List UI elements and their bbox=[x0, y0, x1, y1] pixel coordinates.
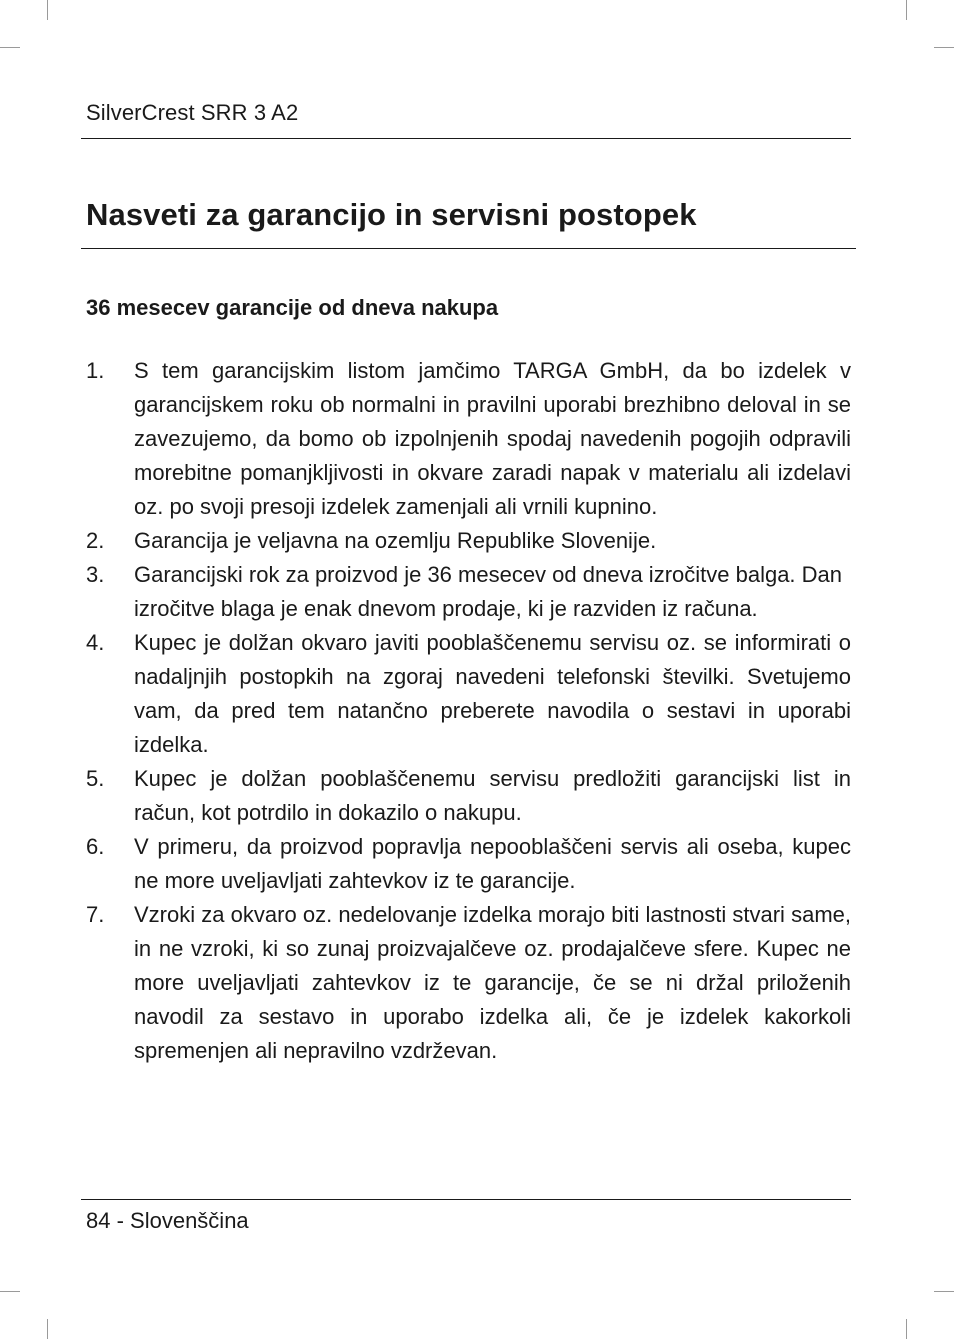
list-item-number: 6. bbox=[86, 834, 105, 859]
title-divider bbox=[81, 248, 856, 249]
list-item-number: 5. bbox=[86, 766, 105, 791]
section-heading: 36 mesecev garancije od dneva nakupa bbox=[86, 295, 499, 320]
list-item bbox=[86, 830, 851, 898]
warranty-terms-list bbox=[86, 354, 851, 1068]
running-header: SilverCrest SRR 3 A2 bbox=[86, 100, 299, 125]
crop-mark bbox=[0, 47, 20, 48]
list-item bbox=[86, 354, 851, 524]
list-item bbox=[86, 762, 851, 830]
list-item-number: 3. bbox=[86, 562, 105, 587]
list-item-number: 2. bbox=[86, 528, 105, 553]
list-item-text: V primeru, da proizvod popravlja nepooblaščeni servis ali oseba, kupec ne more uveljavljati zahtevkov iz te garancije. bbox=[134, 834, 851, 893]
list-item-text: Kupec je dolžan pooblaščenemu servisu predložiti garancijski list in račun, kot potrdilo in dokazilo o nakupu. bbox=[134, 766, 851, 825]
page-number: 84 bbox=[86, 1208, 111, 1233]
list-item-text: Vzroki za okvaro oz. nedelovanje izdelka morajo biti lastnosti stvari same, in ne vzroki, ki so zunaj proizvajalčeve oz. prodajalčeve sfere. Kupec ne more uveljavljati zahtevkov iz te garancije, če se ni držal priloženih navodil za sestavo in uporabo izdelka ali, če je izdelek kakorkoli spremenjen ali nepravilno vzdrževan. bbox=[134, 902, 851, 1063]
page-footer bbox=[86, 1208, 249, 1234]
list-item bbox=[86, 898, 851, 1068]
list-item-text: S tem garancijskim listom jamčimo TARGA GmbH, da bo izdelek v garancijskem roku ob normalni in pravilni uporabi brezhibno deloval in se zavezujemo, da bomo ob izpolnjenih spodaj navedenih pogojih odpravili morebitne pomanjkljivosti in okvare zaradi napak v materialu ali izdelavi oz. po svoji presoji izdelek zamenjali ali vrnili kupnino. bbox=[134, 358, 851, 519]
page-title: Nasveti za garancijo in servisni postopek bbox=[86, 197, 697, 232]
list-item-text: Garancijski rok za proizvod je 36 mesecev od dneva izročitve balga. Dan izročitve blaga je enak dnevom prodaje, ki je razviden iz računa. bbox=[134, 562, 843, 621]
crop-mark bbox=[47, 1319, 48, 1339]
crop-mark bbox=[934, 1291, 954, 1292]
list-item-number: 1. bbox=[86, 358, 105, 383]
crop-mark bbox=[934, 47, 954, 48]
crop-mark bbox=[906, 1319, 907, 1339]
crop-mark bbox=[47, 0, 48, 20]
crop-mark bbox=[0, 1291, 20, 1292]
list-item-text: Kupec je dolžan okvaro javiti pooblaščenemu servisu oz. se informirati o nadaljnjih postopkih na zgoraj navedeni telefonski številki. Svetujemo vam, da pred tem natančno preberete navodila o sestavi in uporabi izdelka. bbox=[134, 630, 851, 757]
list-item-number: 7. bbox=[86, 902, 105, 927]
list-item bbox=[86, 524, 851, 558]
list-item-text: Garancija je veljavna na ozemlju Republike Slovenije. bbox=[134, 528, 657, 553]
list-item-number: 4. bbox=[86, 630, 105, 655]
list-item bbox=[86, 626, 851, 762]
crop-mark bbox=[906, 0, 907, 20]
footer-divider bbox=[81, 1199, 851, 1200]
list-item bbox=[86, 558, 851, 626]
footer-language: - Slovenščina bbox=[110, 1208, 249, 1233]
header-divider bbox=[81, 138, 851, 139]
